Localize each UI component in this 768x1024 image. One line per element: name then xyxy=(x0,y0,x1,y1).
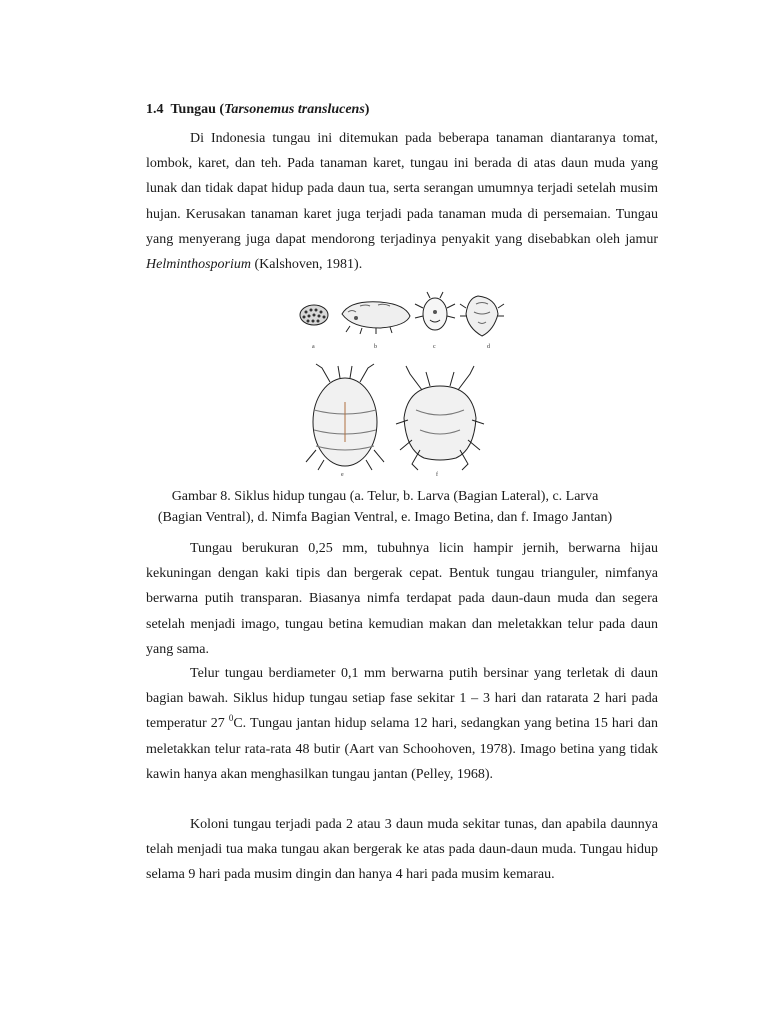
paragraph-1-italic: Helminthosporium xyxy=(146,257,251,273)
mite-lifecycle-illustration xyxy=(290,290,510,480)
degree-superscript: 0 xyxy=(228,713,234,724)
figure-caption xyxy=(120,486,650,528)
figure-label-f: f xyxy=(436,472,438,478)
section-title-italic: Tarsonemus translucens xyxy=(224,102,365,117)
section-number: 1.4 xyxy=(146,102,164,117)
figure-label-a: a xyxy=(312,344,315,350)
nymph-ventral-drawing xyxy=(460,296,504,336)
paragraph-3-text: Telur tungau berdiameter 0,1 mm berwarna putih bersinar yang terletak di daun bagian bawah. Siklus hidup tungau setiap fase sekitar 1 – 3 hari dan ratarata 2 hari pada temperatur 27 xyxy=(146,666,658,732)
figure-label-c: c xyxy=(433,344,436,350)
section-heading xyxy=(146,102,369,118)
adult-male-drawing xyxy=(396,366,484,470)
mite-lifecycle-figure xyxy=(290,290,510,480)
paragraph-2 xyxy=(146,536,658,662)
paragraph-1-text: Di Indonesia tungau ini ditemukan pada beberapa tanaman diantaranya tomat, lombok, karet, dan teh. Pada tanaman karet, tungau ini berada di atas daun muda yang lunak dan tidak dapat hidup pada daun tua, serta serangan umumnya terjadi setelah musim hujan. Kerusakan tanaman karet juga terjadi pada tanaman muda di persemaian. Tungau yang menyerang juga dapat mendorong terjadinya penyakit yang disebabkan oleh jamur xyxy=(146,131,658,247)
paragraph-2-text: Tungau berukuran 0,25 mm, tubuhnya licin hampir jernih, berwarna hijau kekuningan dengan kaki tipis dan bergerak cepat. Bentuk tungau trianguler, nimfanya berwarna putih transparan. Biasanya nimfa terdapat pada daun-daun muda dan segera setelah menjadi imago, tungau betina kemudian makan dan meletakkan telur pada daun yang sama. xyxy=(146,541,658,657)
section-title: Tungau ( xyxy=(170,102,225,117)
paragraph-1-citation: (Kalshoven, 1981). xyxy=(251,257,363,273)
paragraph-4-text: Koloni tungau terjadi pada 2 atau 3 daun muda sekitar tunas, dan apabila daunnya telah menjadi tua maka tungau akan bergerak ke atas pada daun-daun muda. Tungau hidup selama 9 hari pada musim dingin dan hanya 4 hari pada musim kemarau. xyxy=(146,817,658,883)
larva-ventral-drawing xyxy=(415,292,455,330)
section-title-close: ) xyxy=(364,102,370,117)
paragraph-1 xyxy=(146,126,658,277)
paragraph-3-text-continued: C. Tungau jantan hidup selama 12 hari, sedangkan yang betina 15 hari dan meletakkan telur rata-rata 48 butir (Aart van Schoohoven, 1978). Imago betina yang tidak kawin hanya akan menghasilkan tungau jantan (Pelley, 1968). xyxy=(146,716,658,782)
paragraph-4 xyxy=(146,812,658,888)
adult-female-drawing xyxy=(306,364,384,470)
figure-label-e: e xyxy=(341,472,344,478)
caption-line-2: (Bagian Ventral), d. Nimfa Bagian Ventral, e. Imago Betina, dan f. Imago Jantan) xyxy=(157,510,613,525)
larva-lateral-drawing xyxy=(342,302,410,334)
figure-label-b: b xyxy=(374,344,377,350)
paragraph-3 xyxy=(146,661,658,787)
figure-label-d: d xyxy=(487,344,490,350)
egg-drawing xyxy=(300,305,328,325)
caption-line-1: Gambar 8. Siklus hidup tungau (a. Telur, b. Larva (Bagian Lateral), c. Larva xyxy=(171,489,599,504)
